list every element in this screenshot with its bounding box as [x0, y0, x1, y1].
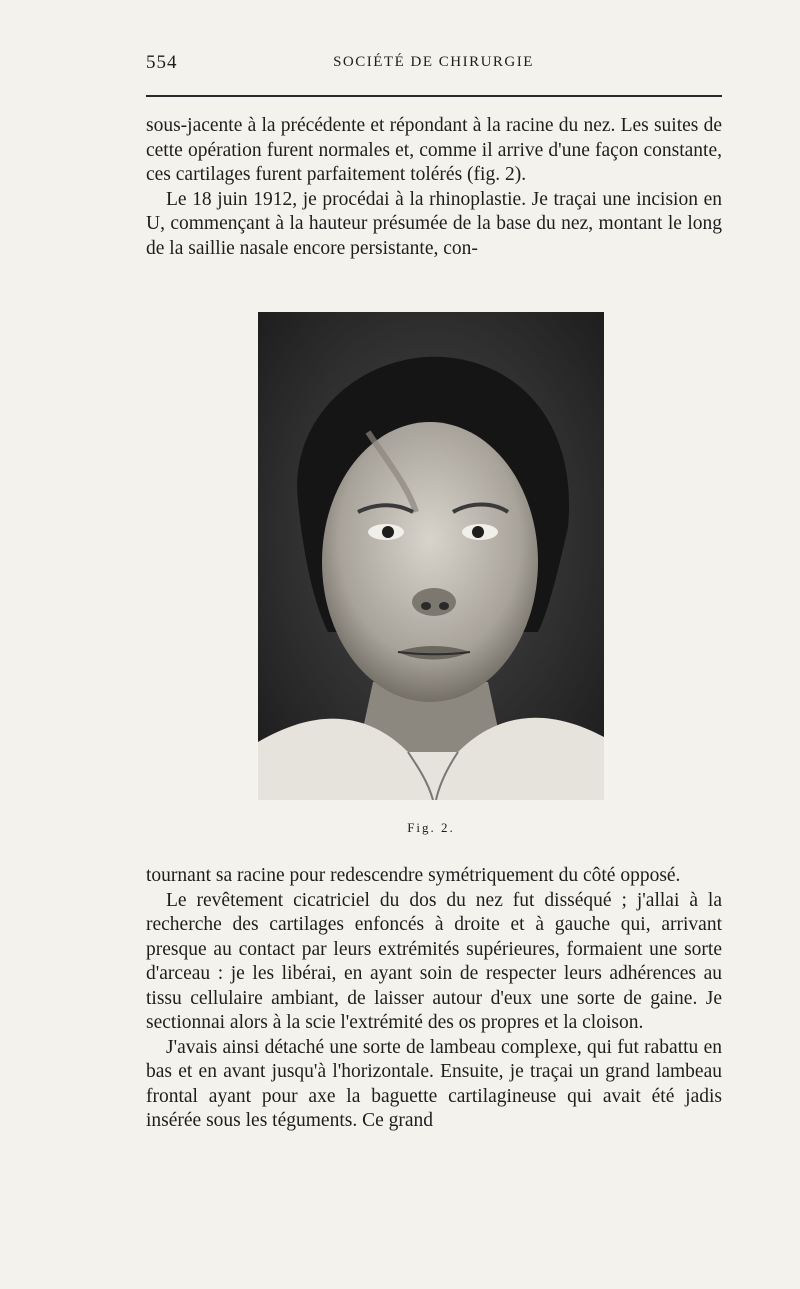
header-rule [146, 95, 722, 97]
paragraph: tournant sa racine pour redescendre symétriquement du côté opposé. [146, 865, 681, 886]
figure-photograph [258, 312, 604, 800]
running-title: SOCIÉTÉ DE CHIRURGIE [333, 54, 534, 70]
page-number: 554 [146, 52, 178, 73]
paragraph: sous-jacente à la précédente et répondant à la racine du nez. Les suites de cette opération furent normales et, comme il arrive d'une façon constante, ces cartilages furent parfaitement tolérés (fig. 2). [146, 115, 722, 185]
paragraph: J'avais ainsi détaché une sorte de lambeau complexe, qui fut rabattu en bas et en avant jusqu'à l'horizontale. Ensuite, je traçai un grand lambeau frontal ayant pour axe la baguette cartilagineuse qui avait été jadis insérée sous les téguments. Ce grand [146, 1036, 722, 1131]
text-block-bottom [146, 864, 722, 1134]
figure-caption: Fig. 2. [407, 820, 455, 835]
text-block-top [146, 114, 722, 261]
paragraph: Le 18 juin 1912, je procédai à la rhinoplastie. Je traçai une incision en U, commençant à la hauteur présumée de la base du nez, montant le long de la saillie nasale encore persistante, con- [146, 188, 722, 259]
page-header [146, 52, 721, 92]
paragraph: Le revêtement cicatriciel du dos du nez fut disséqué ; j'allai à la recherche des cartilages enfoncés à droite et à gauche qui, arrivant presque au contact par leurs extrémités supérieures, formaient une sorte d'arceau : je les libérai, en ayant soin de respecter leurs adhérences au tissu cellulaire ambiant, de laisser autour d'eux une sorte de gaine. Je sectionnai alors à la scie l'extrémité des os propres et la cloison. [146, 889, 722, 1033]
portrait-photo [258, 312, 604, 800]
